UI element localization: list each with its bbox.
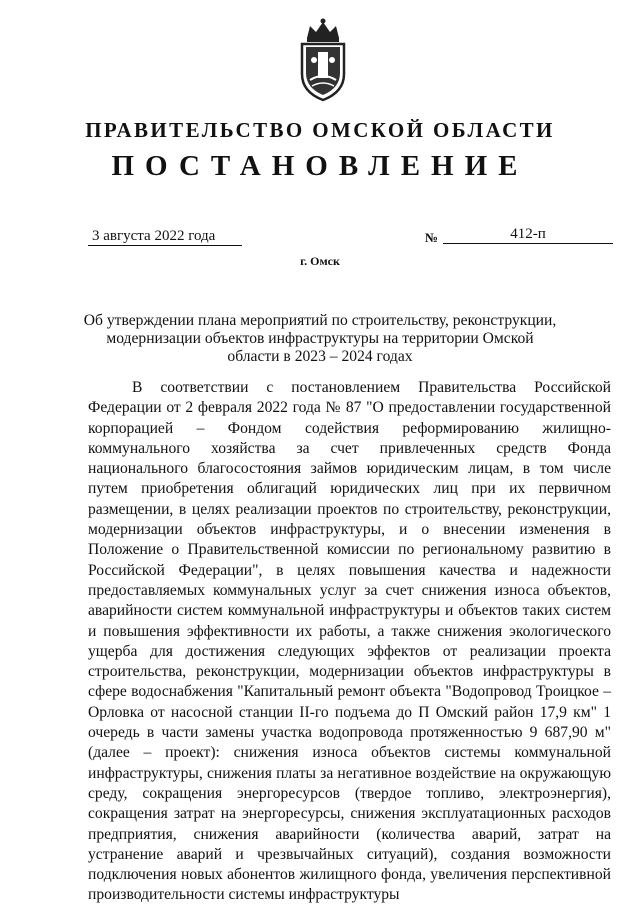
number-sign: № [425, 230, 439, 245]
document-type: ПОСТАНОВЛЕНИЕ [111, 150, 529, 182]
decree-number: 412-п [443, 226, 613, 244]
body-paragraph: В соответствии с постановлением Правительства Российской Федерации от 2 февраля 2022 года № 87 "О предоставлении государственной корпорацией – Фондом содействия реформированию жилищно-коммунального хозяйства за счет привлеченных средств Фонда национального благосостояния займов юридическим лицам, в том числе путем приобретения облигаций юридических лиц при их первичном размещении, в целях реализации проектов по строительству, реконструкции, модернизации объектов инфраструктуры, и о внесении изменения в Положение о Правительственной комиссии по региональному развитию в Российской Федерации", в целях повышения качества и надежности предоставляемых коммунальных услуг за счет снижения износа объектов, аварийности систем коммунальной инфраструктуры и объектов таких систем и повышения эффективности их работы, а также снижения экологического ущерба для достижения следующих эффектов от реализации проекта строительства, реконструкции, модернизации объектов инфраструктуры в сфере водоснабжения "Капитальный ремонт объекта "Водопровод Троицкое – Орловка от насосной станции II-го подъема до П Омский район 17,9 км" 1 очередь в части замены участка водопровода протяженностью 9 687,90 м" (далее – проект): снижения износа объектов системы коммунальной инфраструктуры, снижения платы за негативное воздействие на окружающую среду, сокращения энергоресурсов (твердое топливо, электроэнергия), сокращения затрат на энергоресурсы, снижения эксплуатационных расходов предприятия, снижения аварийности (количества аварий, затрат на устранение аварий и чрезвычайных ситуаций), создания возможности подключения новых абонентов жилищного фонда, увеличения перспективной производительности системы инфраструктуры [88, 379, 611, 904]
coat-of-arms-icon [296, 16, 350, 104]
decree-date: 3 августа 2022 года [88, 228, 242, 246]
city: г. Омск [300, 254, 340, 268]
government-name: ПРАВИТЕЛЬСТВО ОМСКОЙ ОБЛАСТИ [85, 118, 555, 142]
document-title: Об утверждении плана мероприятий по строительству, реконструкции, модернизации объектов инфраструктуры на территории Омской области в 2023 – 2024 годах [83, 312, 557, 365]
